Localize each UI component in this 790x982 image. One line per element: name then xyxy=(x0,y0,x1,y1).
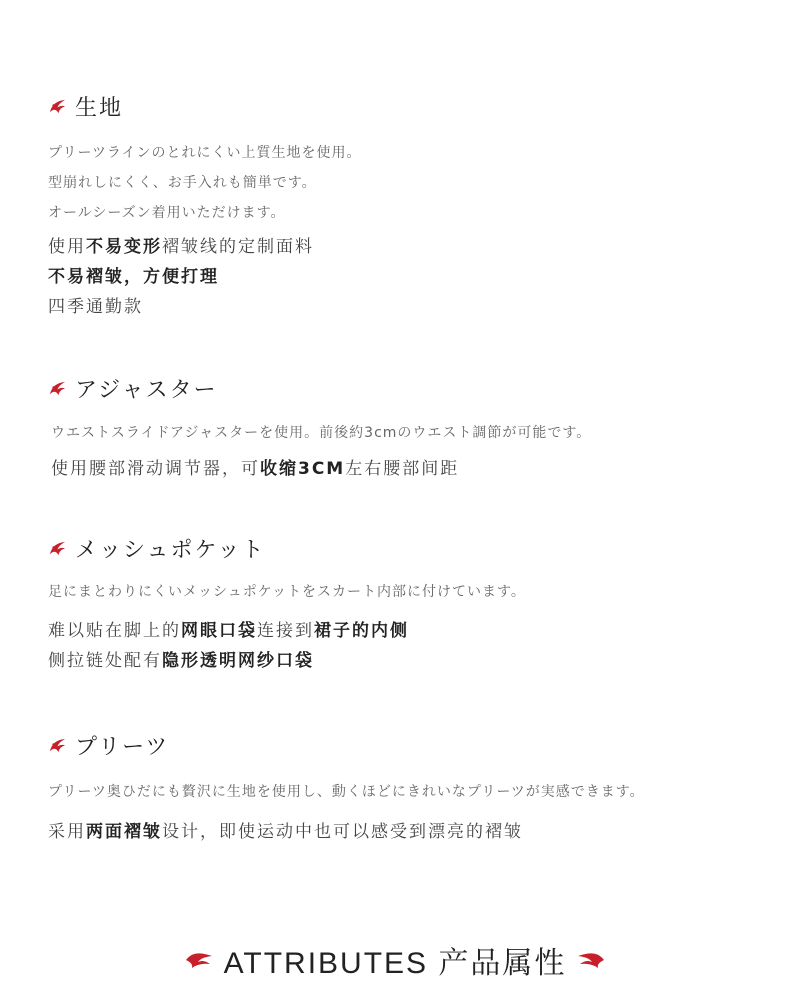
cn-text xyxy=(48,232,314,257)
cn-segment: 四季通勤款 xyxy=(48,297,143,317)
swallow-bird-icon xyxy=(48,97,67,116)
section-title: アジャスター xyxy=(75,377,218,403)
section-heading xyxy=(48,730,169,760)
section-heading xyxy=(48,533,265,563)
swallow-bird-icon xyxy=(48,736,67,755)
ornament-left-icon xyxy=(184,948,214,970)
cn-segment-bold: 网眼口袋 xyxy=(181,621,257,641)
section-mesh-pocket xyxy=(48,533,526,671)
attributes-title: ATTRIBUTES 产品属性 xyxy=(223,947,567,980)
cn-segment-bold: 两面褶皱 xyxy=(86,822,162,842)
cn-segment-bold: 不易变形 xyxy=(86,237,162,257)
cn-text xyxy=(48,262,219,287)
cn-segment: 设计，即使运动中也可以感受到漂亮的褶皱 xyxy=(162,822,523,842)
cn-segment-bold: 收缩3CM xyxy=(260,459,346,479)
cn-segment: 使用 xyxy=(48,237,86,257)
section-title: メッシュポケット xyxy=(75,537,266,563)
cn-segment: 褶皱线的定制面料 xyxy=(162,237,314,257)
jp-text: 型崩れしにくく、お手入れも簡単です。 xyxy=(48,175,317,191)
section-adjuster xyxy=(48,373,592,479)
jp-text: 足にまとわりにくいメッシュポケットをスカート内部に付けています。 xyxy=(48,584,526,600)
cn-text xyxy=(51,454,459,479)
section-fabric xyxy=(48,91,362,317)
jp-text: プリーツ奥ひだにも贅沢に生地を使用し、動くほどにきれいなプリーツが実感できます。 xyxy=(48,784,645,800)
cn-segment-bold: 隐形透明网纱口袋 xyxy=(162,651,314,671)
cn-segment-bold: 裙子的内侧 xyxy=(314,621,409,641)
section-heading xyxy=(48,373,218,403)
cn-text xyxy=(48,817,523,842)
section-title: プリーツ xyxy=(75,734,170,760)
attributes-heading xyxy=(0,938,790,978)
swallow-bird-icon xyxy=(48,539,67,558)
cn-text xyxy=(48,616,409,641)
section-heading xyxy=(48,91,123,121)
swallow-bird-icon xyxy=(48,379,67,398)
cn-text xyxy=(48,646,314,671)
jp-text: ウエストスライドアジャスターを使用。前後約3cmのウエスト調節が可能です。 xyxy=(51,425,592,441)
cn-segment: 连接到 xyxy=(257,621,314,641)
cn-segment: 使用腰部滑动调节器，可 xyxy=(51,459,260,479)
jp-text: プリーツラインのとれにくい上質生地を使用。 xyxy=(48,145,362,161)
section-pleats xyxy=(48,730,645,842)
ornament-right-icon xyxy=(576,948,606,970)
jp-text: オールシーズン着用いただけます。 xyxy=(48,205,286,221)
cn-text xyxy=(48,292,143,317)
cn-segment: 左右腰部间距 xyxy=(345,459,460,479)
cn-segment: 采用 xyxy=(48,822,86,842)
cn-segment: 侧拉链处配有 xyxy=(48,651,162,671)
cn-segment-bold: 不易褶皱，方便打理 xyxy=(48,267,219,287)
section-title: 生地 xyxy=(75,95,124,121)
cn-segment: 难以贴在脚上的 xyxy=(48,621,181,641)
